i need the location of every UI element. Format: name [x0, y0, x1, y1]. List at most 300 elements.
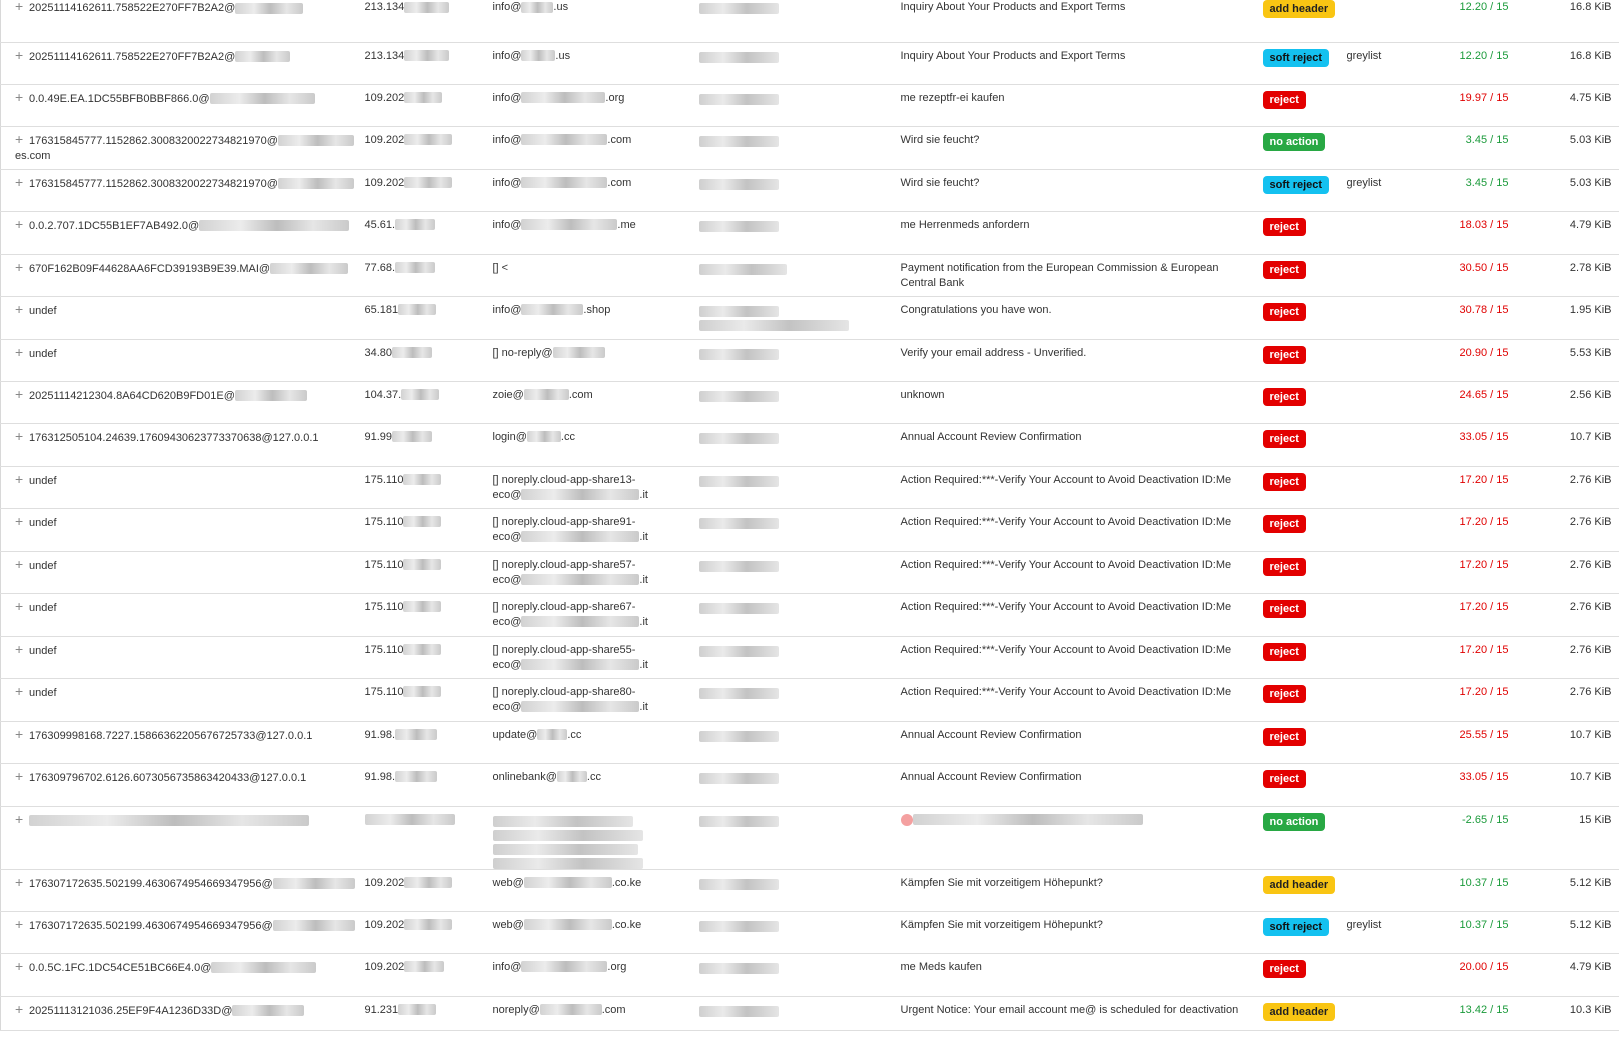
- size-cell: [1511, 551, 1619, 593]
- redacted-recipient: [699, 391, 779, 402]
- recipient-cell: [695, 211, 897, 254]
- message-id-cell: [1, 42, 361, 84]
- score: 12.20: [1459, 1, 1488, 13]
- required-score: 15: [1496, 346, 1509, 359]
- action-badge: reject: [1263, 473, 1306, 491]
- score-separator: /: [1487, 770, 1497, 783]
- plus-icon[interactable]: +: [15, 640, 24, 657]
- size-cell: [1511, 911, 1619, 953]
- action-cell: [1259, 551, 1435, 593]
- sender-suffix: .com: [568, 388, 593, 401]
- plus-icon[interactable]: +: [15, 258, 24, 275]
- message-id: undef: [29, 347, 57, 360]
- action-cell: [1259, 254, 1435, 296]
- ip-cell: [361, 84, 489, 126]
- message-id: 0.0.49E.EA.1DC55BFB0BBF866.0@: [29, 92, 210, 105]
- score: 25.55: [1459, 728, 1488, 741]
- plus-icon[interactable]: +: [15, 88, 24, 105]
- required-score: 15: [1496, 388, 1509, 401]
- message-size: 5.03 KiB: [1569, 176, 1612, 189]
- plus-icon[interactable]: +: [15, 300, 24, 317]
- sender-cell: [489, 42, 695, 84]
- recipient-cell: [695, 381, 897, 423]
- ip-cell: [361, 996, 489, 1030]
- sender-cell: [489, 211, 695, 254]
- plus-icon[interactable]: +: [15, 767, 24, 784]
- plus-icon[interactable]: +: [15, 810, 24, 827]
- table-row[interactable]: [1, 721, 1619, 763]
- redacted-message-id: [235, 390, 307, 401]
- table-row[interactable]: [1, 254, 1619, 296]
- subject: Action Required:***-Verify Your Account to Avoid Deactivation ID:Me: [900, 643, 1232, 656]
- plus-icon[interactable]: +: [15, 512, 24, 529]
- redacted-ip: [403, 559, 441, 570]
- subject-cell: [897, 996, 1259, 1030]
- message-id: 0.0.5C.1FC.1DC54CE51BC66E4.0@: [29, 961, 212, 974]
- table-row[interactable]: [1, 211, 1619, 254]
- subject-cell: [897, 254, 1259, 296]
- size-cell: [1511, 84, 1619, 126]
- subject-cell: [897, 42, 1259, 84]
- plus-icon[interactable]: +: [15, 957, 24, 974]
- sender-suffix: .com: [601, 1003, 626, 1016]
- message-size: 5.12 KiB: [1569, 918, 1612, 931]
- subject-cell: [897, 806, 1259, 869]
- message-id-cell: [1, 0, 361, 42]
- plus-icon[interactable]: +: [15, 215, 24, 232]
- plus-icon[interactable]: +: [15, 682, 24, 699]
- recipient-cell: [695, 678, 897, 721]
- action-cell: [1259, 996, 1435, 1030]
- score: 24.65: [1459, 388, 1488, 401]
- ip-cell: [361, 551, 489, 593]
- sender-suffix: .it: [639, 658, 648, 671]
- message-id: undef: [29, 559, 57, 572]
- redacted-ip: [398, 1004, 436, 1015]
- redacted-recipient: [699, 646, 779, 657]
- subject-cell: [897, 636, 1259, 678]
- table-row[interactable]: [1, 996, 1619, 1030]
- redacted-recipient: [699, 688, 779, 699]
- sender-suffix: .it: [639, 573, 648, 586]
- score: 30.50: [1459, 261, 1488, 274]
- sender-prefix: login@: [492, 430, 527, 443]
- score-cell: [1435, 211, 1511, 254]
- table-row[interactable]: [1, 84, 1619, 126]
- plus-icon[interactable]: +: [15, 470, 24, 487]
- redacted-ip: [403, 474, 441, 485]
- ip-address: 175.110: [364, 685, 404, 698]
- plus-icon[interactable]: +: [15, 343, 24, 360]
- table-row[interactable]: [1, 0, 1619, 42]
- subject-cell: [897, 423, 1259, 466]
- table-row[interactable]: [1, 953, 1619, 996]
- table-row[interactable]: [1, 466, 1619, 508]
- sender-line: [493, 176, 691, 191]
- subject: Action Required:***-Verify Your Account to Avoid Deactivation ID:Me: [900, 473, 1232, 486]
- ip-cell: [361, 508, 489, 551]
- message-id-cell: [1, 508, 361, 551]
- message-size: 2.56 KiB: [1569, 388, 1612, 401]
- redacted-sender: [521, 2, 553, 13]
- score-separator: /: [1487, 813, 1497, 826]
- message-id: 20251114162611.758522E270FF7B2A2@: [29, 50, 236, 63]
- sender-prefix: eco@: [492, 488, 522, 501]
- redacted-ip: [404, 877, 452, 888]
- ip-cell: [361, 381, 489, 423]
- score-cell: [1435, 254, 1511, 296]
- sender-prefix: [] noreply.cloud-app-share67-: [492, 600, 636, 613]
- redacted-sender: [521, 961, 607, 972]
- required-score: 15: [1496, 813, 1509, 826]
- sender-line: [493, 346, 691, 361]
- action-cell: [1259, 423, 1435, 466]
- ip-address: 77.68.: [364, 261, 396, 274]
- redacted-recipient: [699, 306, 779, 317]
- size-cell: [1511, 169, 1619, 211]
- sender-line: [493, 261, 691, 276]
- subject: Payment notification from the European Commission & European Central Bank: [900, 261, 1219, 289]
- ip-cell: [361, 806, 489, 869]
- score-separator: /: [1487, 430, 1497, 443]
- redacted-sender: [521, 531, 639, 542]
- sender-prefix: [] <: [492, 261, 509, 274]
- message-id-cell: [1, 211, 361, 254]
- ip-cell: [361, 126, 489, 169]
- ip-cell: [361, 636, 489, 678]
- message-id-cell: [1, 911, 361, 953]
- action-badge: reject: [1263, 388, 1306, 406]
- action-cell: [1259, 84, 1435, 126]
- plus-icon[interactable]: +: [15, 427, 24, 444]
- subject-cell: [897, 126, 1259, 169]
- redacted-sender: [521, 92, 605, 103]
- subject-cell: [897, 678, 1259, 721]
- sender-suffix: .it: [639, 530, 648, 543]
- redacted-sender: [540, 1004, 602, 1015]
- message-id-cell: [1, 84, 361, 126]
- redacted-ip: [403, 686, 441, 697]
- table-row[interactable]: [1, 551, 1619, 593]
- score-cell: [1435, 296, 1511, 339]
- redacted-message-id: [232, 1005, 304, 1016]
- subject: unknown: [900, 388, 945, 401]
- sender-suffix: .me: [617, 218, 636, 231]
- score-separator: /: [1487, 515, 1497, 528]
- sender-line: [493, 388, 691, 403]
- message-size: 10.3 KiB: [1569, 1003, 1612, 1016]
- message-id: undef: [29, 474, 57, 487]
- plus-icon[interactable]: +: [15, 873, 24, 890]
- score-separator: /: [1487, 558, 1497, 571]
- action-cell: [1259, 763, 1435, 806]
- sender-cell: [489, 953, 695, 996]
- sender-prefix: [] noreply.cloud-app-share80-: [492, 685, 636, 698]
- sender-suffix: .it: [639, 700, 648, 713]
- message-id-cell: [1, 869, 361, 911]
- recipient-cell: [695, 508, 897, 551]
- plus-icon[interactable]: +: [15, 46, 24, 63]
- size-cell: [1511, 806, 1619, 869]
- sender-prefix: noreply@: [492, 1003, 540, 1016]
- ip-address: 91.231: [364, 1003, 399, 1016]
- size-cell: [1511, 508, 1619, 551]
- score-cell: [1435, 636, 1511, 678]
- redacted-ip: [392, 431, 432, 442]
- subject-cell: [897, 211, 1259, 254]
- message-id: 20251113121036.25EF9F4A1236D33D@: [29, 1004, 233, 1017]
- table-row[interactable]: [1, 42, 1619, 84]
- action-cell: [1259, 806, 1435, 869]
- message-size: 2.76 KiB: [1569, 685, 1612, 698]
- message-id-cell: [1, 763, 361, 806]
- sender-suffix: .it: [639, 615, 648, 628]
- score-separator: /: [1487, 261, 1497, 274]
- plus-icon[interactable]: +: [15, 173, 24, 190]
- table-row[interactable]: [1, 869, 1619, 911]
- redacted-sender: [521, 304, 583, 315]
- sender-cell: [489, 296, 695, 339]
- score: 19.97: [1459, 91, 1488, 104]
- required-score: 15: [1496, 600, 1509, 613]
- required-score: 15: [1496, 1003, 1509, 1016]
- sender-prefix: info@: [492, 91, 522, 104]
- message-size: 2.76 KiB: [1569, 515, 1612, 528]
- ip-cell: [361, 423, 489, 466]
- score-separator: /: [1487, 876, 1497, 889]
- sender-prefix: eco@: [492, 615, 522, 628]
- message-size: 1.95 KiB: [1569, 303, 1612, 316]
- redacted-ip: [403, 601, 441, 612]
- sender-cell: [489, 636, 695, 678]
- subject-cell: [897, 381, 1259, 423]
- redacted-sender: [521, 574, 639, 585]
- redacted-ip: [395, 729, 437, 740]
- table-row[interactable]: [1, 296, 1619, 339]
- redacted-recipient: [699, 221, 779, 232]
- table-row[interactable]: [1, 806, 1619, 869]
- redacted-recipient: [699, 3, 779, 14]
- message-id: undef: [29, 601, 57, 614]
- table-row[interactable]: [1, 339, 1619, 381]
- ip-address: 175.110: [364, 515, 404, 528]
- plus-icon[interactable]: +: [15, 555, 24, 572]
- subject: Inquiry About Your Products and Export Terms: [900, 1, 1126, 13]
- sender-suffix: .co.ke: [611, 918, 642, 931]
- redacted-sender: [493, 844, 638, 855]
- action-cell: [1259, 296, 1435, 339]
- plus-icon[interactable]: +: [15, 725, 24, 742]
- score-separator: /: [1487, 685, 1497, 698]
- message-size: 10.7 KiB: [1569, 728, 1612, 741]
- score-separator: /: [1487, 643, 1497, 656]
- sender-suffix: .us: [555, 49, 571, 62]
- sender-line: [493, 488, 691, 503]
- table-row[interactable]: [1, 169, 1619, 211]
- ip-address: 109.202: [364, 133, 405, 146]
- score-cell: [1435, 996, 1511, 1030]
- redacted-ip: [404, 92, 442, 103]
- ip-address: 91.99: [364, 430, 393, 443]
- plus-icon[interactable]: +: [15, 915, 24, 932]
- action-badge: soft reject: [1263, 918, 1330, 936]
- redacted-message-id: [270, 263, 348, 274]
- redacted-recipient: [699, 963, 779, 974]
- size-cell: [1511, 0, 1619, 42]
- sender-cell: [489, 254, 695, 296]
- score-cell: [1435, 953, 1511, 996]
- sender-prefix: info@: [492, 176, 522, 189]
- size-cell: [1511, 211, 1619, 254]
- score-separator: /: [1487, 49, 1497, 62]
- ip-cell: [361, 721, 489, 763]
- ip-cell: [361, 953, 489, 996]
- sender-cell: [489, 339, 695, 381]
- subject-cell: [897, 721, 1259, 763]
- score-cell: [1435, 423, 1511, 466]
- score: 10.37: [1459, 918, 1488, 931]
- message-size: 10.7 KiB: [1569, 430, 1612, 443]
- subject: me rezeptfr-ei kaufen: [900, 91, 1005, 104]
- recipient-cell: [695, 169, 897, 211]
- ip-address: 213.134: [364, 1, 405, 13]
- table-row[interactable]: [1, 508, 1619, 551]
- required-score: 15: [1496, 558, 1509, 571]
- ip-address: 175.110: [364, 643, 404, 656]
- subject: Kämpfen Sie mit vorzeitigem Höhepunkt?: [900, 918, 1103, 931]
- message-id-cell: [1, 126, 361, 169]
- ip-cell: [361, 0, 489, 42]
- ip-address: 175.110: [364, 473, 404, 486]
- size-cell: [1511, 996, 1619, 1030]
- message-id: undef: [29, 516, 57, 529]
- action-badge: reject: [1263, 91, 1306, 109]
- sender-suffix: .shop: [583, 303, 611, 316]
- recipient-cell: [695, 636, 897, 678]
- message-size: 5.12 KiB: [1569, 876, 1612, 889]
- plus-icon[interactable]: +: [15, 1000, 24, 1017]
- sender-prefix: [] noreply.cloud-app-share91-: [492, 515, 636, 528]
- score-separator: /: [1487, 176, 1497, 189]
- redacted-ip: [395, 771, 437, 782]
- sender-prefix: zoie@: [492, 388, 524, 401]
- score: 30.78: [1459, 303, 1488, 316]
- redacted-ip: [404, 177, 452, 188]
- size-cell: [1511, 721, 1619, 763]
- redacted-ip: [392, 347, 432, 358]
- sender-cell: [489, 551, 695, 593]
- required-score: 15: [1496, 770, 1509, 783]
- size-cell: [1511, 869, 1619, 911]
- redacted-subject: [913, 814, 1143, 825]
- redacted-ip: [404, 919, 452, 930]
- redacted-recipient: [699, 52, 779, 63]
- sender-cell: [489, 423, 695, 466]
- sender-prefix: info@: [492, 133, 522, 146]
- table-row[interactable]: [1, 381, 1619, 423]
- action-badge: reject: [1263, 770, 1306, 788]
- redacted-message-id: [278, 135, 354, 146]
- sender-cell: [489, 869, 695, 911]
- sender-line: [493, 430, 691, 445]
- ip-address: 91.98.: [364, 728, 396, 741]
- sender-line: [493, 91, 691, 106]
- score-separator: /: [1487, 918, 1497, 931]
- sender-prefix: web@: [492, 876, 524, 889]
- redacted-recipient: [699, 921, 779, 932]
- sender-line: [493, 960, 691, 975]
- message-id: undef: [29, 686, 57, 699]
- table-row[interactable]: [1, 763, 1619, 806]
- score-separator: /: [1487, 133, 1497, 146]
- action-badge: reject: [1263, 960, 1306, 978]
- message-id-cell: [1, 551, 361, 593]
- table-row[interactable]: [1, 636, 1619, 678]
- redacted-message-id: [235, 3, 303, 14]
- redacted-recipient: [699, 731, 779, 742]
- table-row[interactable]: [1, 593, 1619, 636]
- sender-line: [493, 918, 691, 933]
- sender-cell: [489, 466, 695, 508]
- subject: Congratulations you have won.: [900, 303, 1052, 316]
- action-cell: [1259, 593, 1435, 636]
- sender-cell: [489, 911, 695, 953]
- score-separator: /: [1487, 346, 1497, 359]
- required-score: 15: [1496, 218, 1509, 231]
- message-size: 10.7 KiB: [1569, 770, 1612, 783]
- table-row[interactable]: [1, 126, 1619, 169]
- message-id-cell: [1, 593, 361, 636]
- ip-cell: [361, 911, 489, 953]
- sender-line: [493, 515, 691, 530]
- action-badge: reject: [1263, 430, 1306, 448]
- message-id: undef: [29, 304, 57, 317]
- redacted-ip: [398, 304, 436, 315]
- message-size: 2.76 KiB: [1569, 600, 1612, 613]
- sender-prefix: info@: [492, 49, 522, 62]
- score-cell: [1435, 126, 1511, 169]
- ip-address: 65.181: [364, 303, 399, 316]
- sender-line: [493, 473, 691, 488]
- plus-icon[interactable]: +: [15, 597, 24, 614]
- message-id: 20251114212304.8A64CD620B9FD01E@: [29, 389, 235, 402]
- recipient-cell: [695, 126, 897, 169]
- plus-icon[interactable]: +: [15, 385, 24, 402]
- action-cell: [1259, 636, 1435, 678]
- table-row[interactable]: [1, 911, 1619, 953]
- plus-icon[interactable]: +: [15, 130, 24, 147]
- redacted-ip: [401, 389, 439, 400]
- score: 17.20: [1459, 558, 1488, 571]
- action-cell: [1259, 211, 1435, 254]
- score-separator: /: [1487, 91, 1497, 104]
- action-badge: reject: [1263, 303, 1306, 321]
- redacted-ip: [404, 2, 449, 13]
- required-score: 15: [1496, 1, 1509, 13]
- message-size: 5.03 KiB: [1569, 133, 1612, 146]
- subject: Urgent Notice: Your email account me@ is scheduled for deactivation: [900, 1003, 1239, 1016]
- table-row[interactable]: [1, 423, 1619, 466]
- size-cell: [1511, 423, 1619, 466]
- table-row[interactable]: [1, 678, 1619, 721]
- action-cell: [1259, 911, 1435, 953]
- score: 33.05: [1459, 770, 1488, 783]
- sender-suffix: .com: [607, 176, 632, 189]
- required-score: 15: [1496, 918, 1509, 931]
- size-cell: [1511, 339, 1619, 381]
- plus-icon[interactable]: +: [15, 0, 24, 14]
- sender-suffix: .cc: [586, 770, 601, 783]
